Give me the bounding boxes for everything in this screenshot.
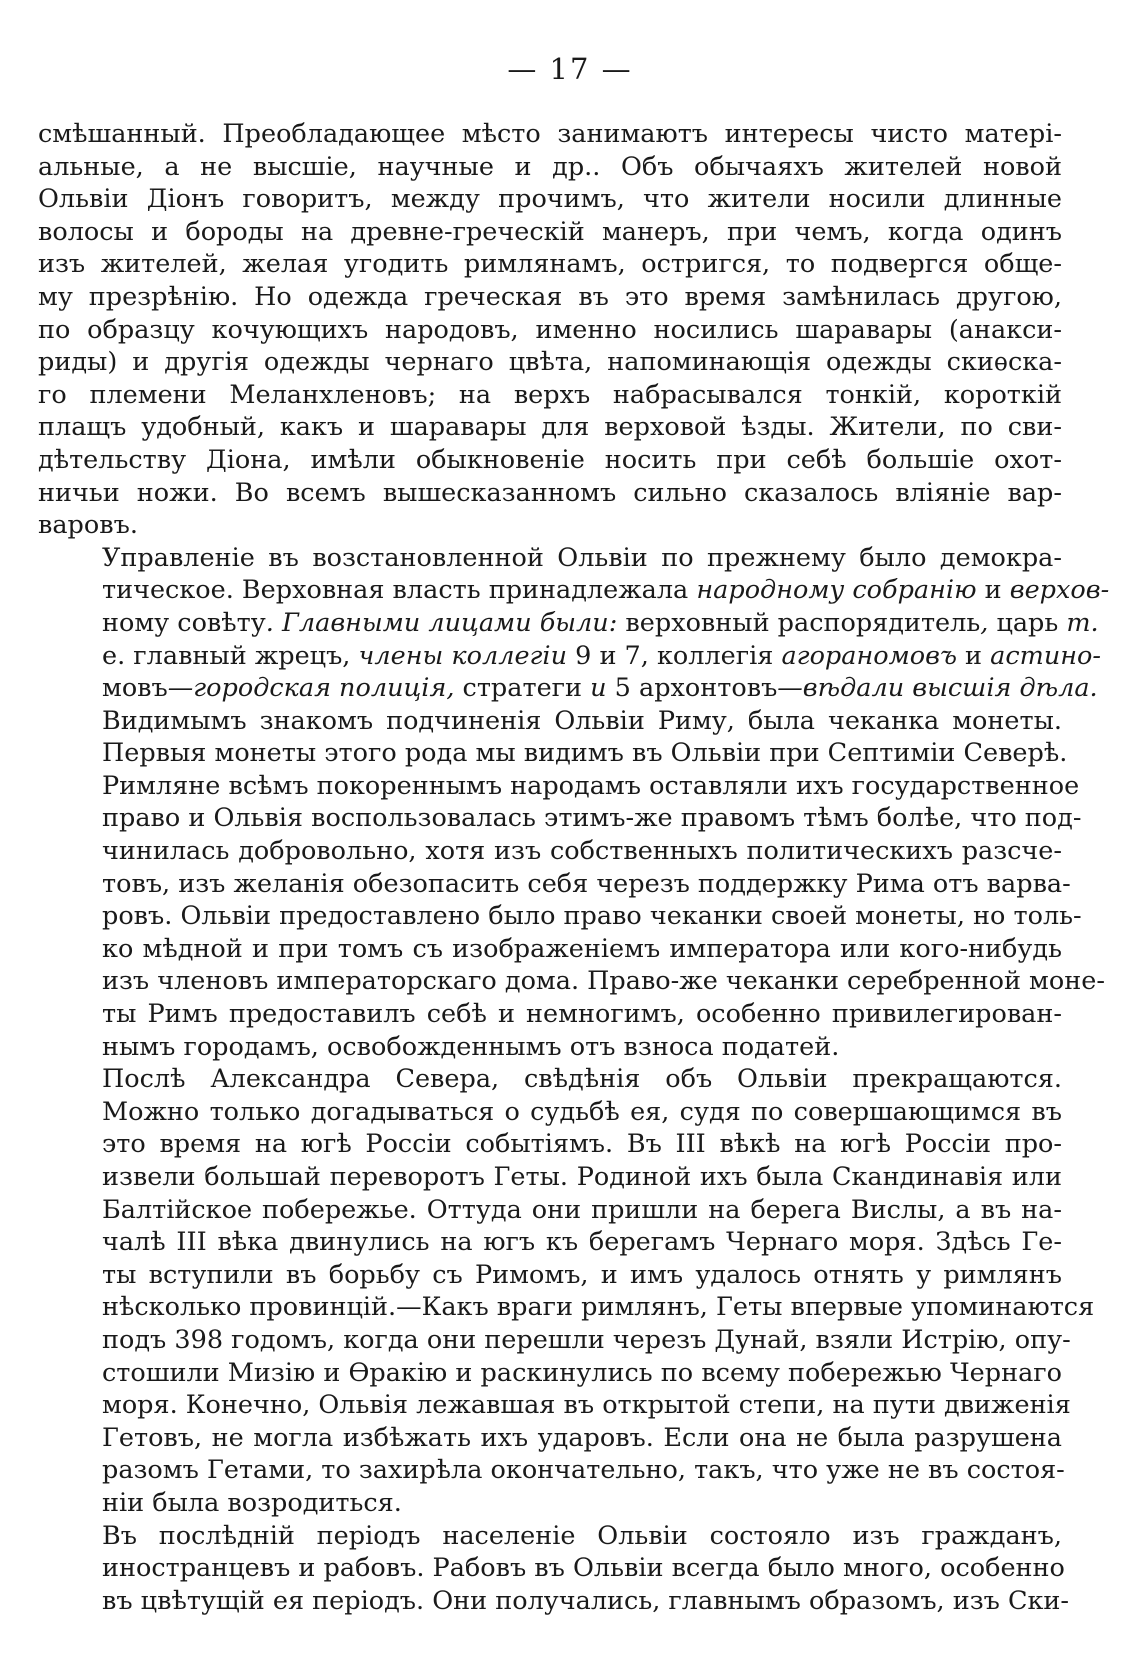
text-line: Ольвіи Діонъ говоритъ, между прочимъ, что жители носили длинные: [38, 184, 1062, 215]
text-line: моря. Конечно, Ольвія лежавшая въ открытой степи, на пути движенія: [102, 1390, 1071, 1421]
text-line: чинилась добровольно, хотя изъ собственныхъ политическихъ разсче-: [102, 836, 1062, 867]
text-line: разомъ Гетами, то захирѣла окончательно, такъ, что уже не въ состоя-: [102, 1455, 1065, 1486]
text-line: ному совѣту. Главными лицами были: верховный распорядитель, царь т.: [102, 607, 1099, 638]
text-line: въ цвѣтущій ея періодъ. Они получались, главнымъ образомъ, изъ Ски-: [102, 1585, 1070, 1616]
text-line: мовъ—городская полиція, стратеги и 5 архонтовъ—вѣдали высшія дѣла.: [102, 673, 1098, 704]
text-line: Гетовъ, не могла избѣжать ихъ ударовъ. Если она не была разрушена: [102, 1422, 1062, 1453]
text-line: го племени Меланхленовъ; на верхъ набрасывался тонкій, короткій: [38, 379, 1062, 410]
text-line: смѣшанный. Преобладающее мѣсто занимаютъ интересы чисто матері-: [38, 119, 1062, 149]
text-line: волосы и бороды на древне-греческій манеръ, при чемъ, когда одинъ: [38, 216, 1062, 247]
text-line: нымъ городамъ, освобожденнымъ отъ взноса податей.: [102, 1031, 840, 1062]
text-line: стошили Мизію и Ѳракію и раскинулись по всему побережью Чернаго: [102, 1357, 1062, 1388]
text-line: по образцу кочующихъ народовъ, именно носились шаравары (анакси-: [38, 314, 1062, 345]
text-line: ты Римъ предоставилъ себѣ и немногимъ, особенно привилегирован-: [102, 999, 1062, 1030]
text-line: нѣсколько провинцій.—Какъ враги римлянъ, Геты впервые упоминаются: [102, 1292, 1095, 1323]
text-line: ніи была возродиться.: [102, 1487, 402, 1518]
text-line: альные, а не высшіе, научные и др.. Объ обычаяхъ жителей новой: [38, 151, 1062, 182]
text-line: варовъ.: [38, 510, 138, 541]
text-line: Балтійское побережье. Оттуда они пришли на берега Вислы, а въ на-: [102, 1194, 1062, 1225]
text-line: изъ членовъ императорскаго дома. Право-же чеканки серебренной моне-: [102, 966, 1105, 997]
text-line: иностранцевъ и рабовъ. Рабовъ въ Ольвіи всегда было много, особенно: [102, 1553, 1065, 1584]
paragraph: [38, 705, 1105, 1064]
paragraph: [38, 1063, 1095, 1519]
text-line: товъ, изъ желанія обезопасить себя черезъ поддержку Рима отъ варва-: [102, 868, 1071, 899]
text-line: е. главный жрецъ, члены коллегіи 9 и 7, коллегія агораномовъ и астино-: [102, 640, 1102, 671]
text-line: Можно только догадываться о судьбѣ ея, судя по совершающимся въ: [102, 1096, 1062, 1127]
text-line: му презрѣнію. Но одежда греческая въ это время замѣнилась другою,: [38, 281, 1062, 312]
text-line: ровъ. Ольвіи предоставлено было право чеканки своей монеты, но толь-: [102, 901, 1082, 932]
text-line: ничьи ножи. Во всемъ вышесказанномъ сильно сказалось вліяніе вар-: [38, 477, 1062, 508]
paragraph: [38, 118, 1062, 542]
text-line: тическое. Верховная власть принадлежала народному собранію и верхов-: [102, 575, 1110, 606]
text-line: извели большай переворотъ Геты. Родиной ихъ была Скандинавія или: [102, 1162, 1062, 1192]
text-line: это время на югѣ Россіи событіямъ. Въ III вѣкѣ на югѣ Россіи про-: [102, 1129, 1062, 1160]
text-line: Послѣ Александра Севера, свѣдѣнія объ Ольвіи прекращаются.: [102, 1064, 1062, 1095]
text-line: ты вступили въ борьбу съ Римомъ, и имъ удалось отнять у римлянъ: [102, 1259, 1062, 1290]
text-line: право и Ольвія воспользовалась этимъ-же правомъ тѣмъ болѣе, что под-: [102, 803, 1082, 834]
text-line: Въ послѣдній періодъ населеніе Ольвіи состояло изъ гражданъ,: [102, 1520, 1062, 1551]
paragraph: [38, 542, 1110, 705]
paragraph: [38, 1520, 1070, 1618]
text-line: плащъ удобный, какъ и шаравары для верховой ѣзды. Жители, по сви-: [38, 412, 1062, 443]
page-number: — 17 —: [507, 52, 633, 86]
text-line: Первыя монеты этого рода мы видимъ въ Ольвіи при Септиміи Северѣ.: [102, 738, 1068, 769]
text-line: чалѣ III вѣка двинулись на югъ къ берегамъ Чернаго моря. Здѣсь Ге-: [102, 1227, 1062, 1258]
page-body: [38, 118, 1110, 1617]
text-line: дѣтельству Діона, имѣли обыкновеніе носить при себѣ большіе охот-: [38, 444, 1062, 475]
text-line: Видимымъ знакомъ подчиненія Ольвіи Риму, была чеканка монеты.: [102, 705, 1062, 736]
text-line: изъ жителей, желая угодить римлянамъ, остригся, то подвергся обще-: [38, 249, 1062, 280]
text-line: подъ 398 годомъ, когда они перешли черезъ Дунай, взяли Истрію, опу-: [102, 1324, 1071, 1355]
text-line: риды) и другія одежды чернаго цвѣта, напоминающія одежды скиѳска-: [38, 347, 1062, 378]
text-line: Римляне всѣмъ покореннымъ народамъ оставляли ихъ государственное: [102, 770, 1080, 801]
text-line: Управленіе въ возстановленной Ольвіи по прежнему было демокра-: [102, 542, 1062, 573]
text-line: ко мѣдной и при томъ съ изображеніемъ императора или кого-нибудь: [102, 933, 1062, 964]
